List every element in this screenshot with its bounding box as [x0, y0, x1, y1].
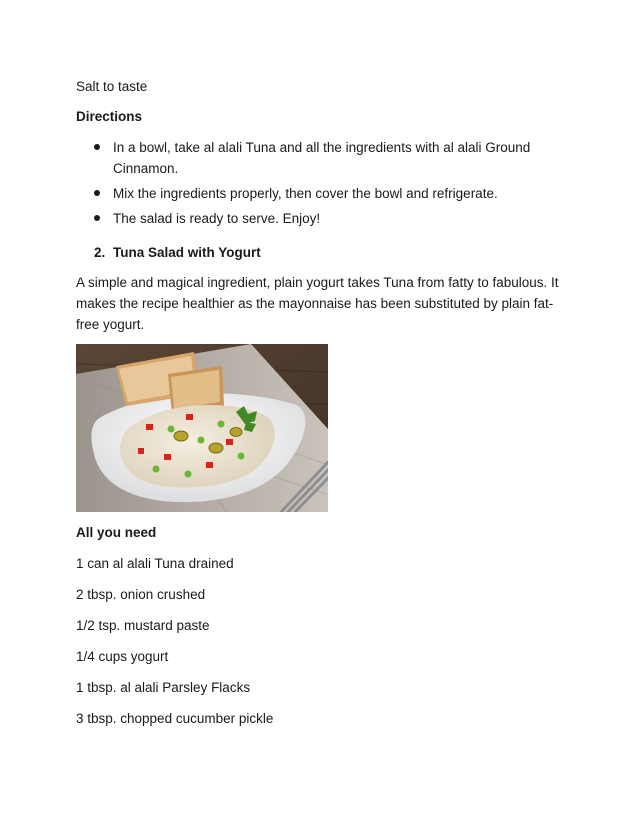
directions-heading: Directions [76, 109, 143, 124]
ingredient-item: 1/2 tsp. mustard paste [76, 618, 210, 633]
recipe-number: 2. [94, 245, 106, 260]
recipe-title: Tuna Salad with Yogurt [113, 245, 261, 260]
ingredient-item: 3 tbsp. chopped cucumber pickle [76, 711, 274, 726]
ingredients-heading: All you need [76, 525, 157, 540]
ingredient-item: 2 tbsp. onion crushed [76, 587, 206, 602]
directions-list [94, 137, 553, 233]
ingredient-item: 1 tbsp. al alali Parsley Flacks [76, 680, 251, 695]
direction-item: The salad is ready to serve. Enjoy! [94, 208, 553, 229]
salt-to-taste-line: Salt to taste [76, 79, 148, 94]
direction-item: In a bowl, take al alali Tuna and all the ingredients with al alali Ground Cinnamon. [94, 137, 553, 179]
ingredient-item: 1 can al alali Tuna drained [76, 556, 234, 571]
tuna-salad-photo [76, 344, 328, 512]
ingredient-item: 1/4 cups yogurt [76, 649, 169, 664]
recipe-description: A simple and magical ingredient, plain yogurt takes Tuna from fatty to fabulous. It makes the recipe healthier as the mayonnaise has been substituted by plain fat-free yogurt. [76, 275, 559, 332]
recipe-heading [94, 243, 261, 263]
direction-item: Mix the ingredients properly, then cover the bowl and refrigerate. [94, 183, 553, 204]
